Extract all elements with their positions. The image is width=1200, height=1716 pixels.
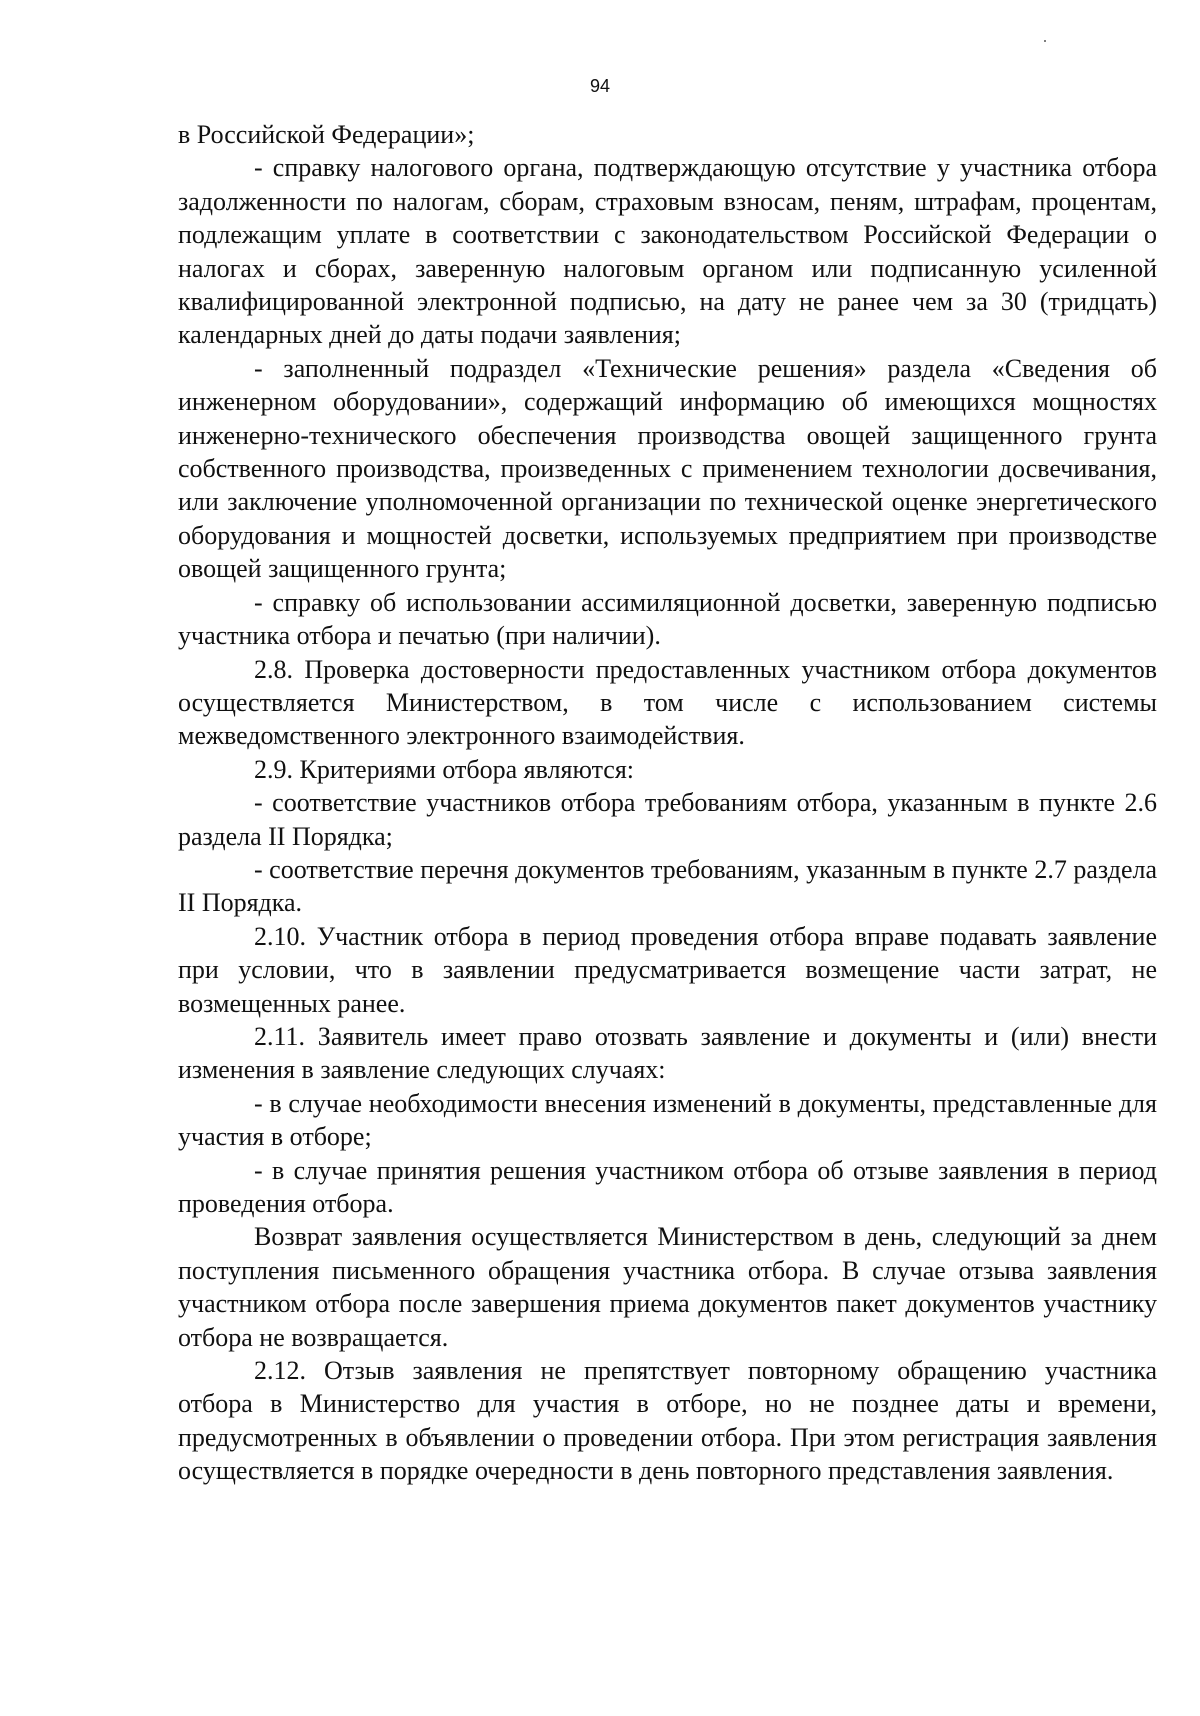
paragraph-case-changes: - в случае необходимости внесения изменений в документы, представленные для участия в отборе;: [178, 1088, 1157, 1152]
paragraph-return-application: Возврат заявления осуществляется Министерством в день, следующий за днем поступления письменного обращения участника отбора. В случае отзыва заявления участником отбора после завершения приема документов пакет документов участнику отбора не возвращается.: [178, 1222, 1157, 1352]
paragraph-technical-solutions: - заполненный подраздел «Технические решения» раздела «Сведения об инженерном оборудовании», содержащий информацию об имеющихся мощностях инженерно-технического обеспечения производства овощей защищенного грунта собственного производства, произведенных с применением технологии досвечивания, или заключение уполномоченной организации по технической оценке энергетического оборудования и мощностей досветки, используемых предприятием при производстве овощей защищенного грунта;: [178, 353, 1157, 584]
paragraph-2-9: 2.9. Критериями отбора являются:: [254, 754, 634, 784]
paragraph-2-10: 2.10. Участник отбора в период проведения отбора вправе подавать заявление при условии, что в заявлении предусматривается возмещение части затрат, не возмещенных ранее.: [178, 921, 1157, 1018]
paragraph-2-11: 2.11. Заявитель имеет право отозвать заявление и документы и (или) внести изменения в заявление следующих случаях:: [178, 1021, 1157, 1085]
paragraph-tax-certificate: - справку налогового органа, подтверждающую отсутствие у участника отбора задолженности по налогам, сборам, страховым взносам, пеням, штрафам, процентам, подлежащим уплате в соответствии с законодательством Российской Федерации о налогах и сборах, заверенную налоговым органом или подписанную усиленной квалифицированной электронной подписью, на дату не ранее чем за 30 (тридцать) календарных дней до даты подачи заявления;: [178, 153, 1157, 350]
paragraph-case-withdrawal: - в случае принятия решения участником отбора об отзыве заявления в период проведения отбора.: [178, 1155, 1157, 1218]
paragraph-lighting-certificate: - справку об использовании ассимиляционной досветки, заверенную подписью участника отбора и печатью (при наличии).: [178, 587, 1157, 651]
paragraph-criterion-documents: - соответствие перечня документов требованиям, указанным в пункте 2.7 раздела II Порядка.: [178, 854, 1157, 918]
scan-artifact: [1044, 40, 1046, 42]
paragraph-continuation: в Российской Федерации»;: [178, 120, 475, 149]
page-number: 94: [589, 76, 611, 96]
paragraph-2-12: 2.12. Отзыв заявления не препятствует повторному обращению участника отбора в Министерство для участия в отборе, но не позднее даты и времени, предусмотренных в объявлении о проведении отбора. При этом регистрация заявления осуществляется в порядке очередности в день повторного представления заявления.: [178, 1356, 1157, 1486]
paragraph-2-8: 2.8. Проверка достоверности предоставленных участником отбора документов осуществляется Министерством, в том числе с использованием системы межведомственного электронного взаимодействия.: [178, 654, 1157, 751]
document-body: [178, 118, 1157, 1488]
paragraph-criterion-participants: - соответствие участников отбора требованиям отбора, указанным в пункте 2.6 раздела II Порядка;: [178, 788, 1157, 851]
